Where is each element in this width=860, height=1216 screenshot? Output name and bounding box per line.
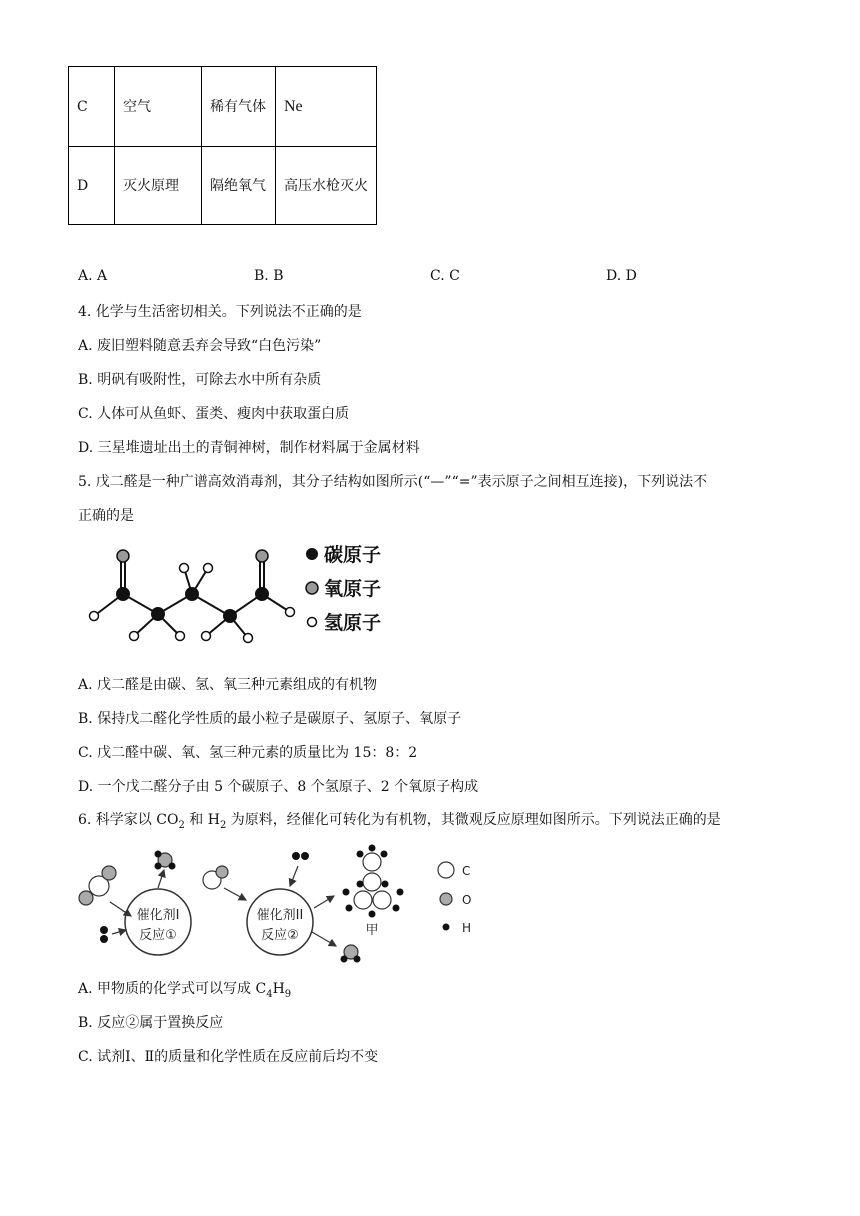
legend-c-label: C — [462, 864, 471, 878]
hydrogen-atom — [341, 956, 348, 963]
product-molecule — [343, 845, 404, 918]
oxygen-atom — [216, 866, 228, 878]
q4-option-c: C. 人体可从鱼虾、蛋类、瘦肉中获取蛋白质 — [78, 406, 350, 422]
q4-stem: 4. 化学与生活密切相关。下列说法不正确的是 — [78, 304, 362, 320]
legend-o-swatch — [440, 893, 452, 905]
hydrogen-atom — [354, 956, 361, 963]
hydrogen-atom — [286, 608, 295, 617]
carbon-atom — [363, 853, 381, 871]
hydrogen-atom — [382, 881, 389, 888]
q3-choice-c: C. C — [430, 268, 460, 284]
carbon-atom — [363, 873, 381, 891]
carbon-atom — [116, 587, 130, 601]
q5-stem-line2: 正确的是 — [78, 508, 134, 524]
q6-stem: 6. 科学家以 $CO_2$ 和 $H_2$ 为原料，经催化可转化为有机物，其微观反应原理如图所示。下列说法正确的是 — [78, 812, 721, 831]
catalyst-2-label: 催化剂II — [256, 908, 304, 923]
hydrogen-atom — [180, 564, 189, 573]
hydrogen-atom — [301, 852, 309, 860]
legend-hydrogen-label: 氢原子 — [324, 612, 382, 634]
legend-hydrogen-swatch — [308, 618, 317, 627]
hydrogen-atom — [393, 905, 400, 912]
row-topic: 空气 — [115, 67, 202, 147]
row-item-b: Ne — [276, 67, 377, 147]
hydrogen-atom — [100, 926, 108, 934]
product-label: 甲 — [365, 923, 379, 938]
q5-option-a: A. 戊二醛是由碳、氢、氧三种元素组成的有机物 — [78, 677, 378, 693]
hydrogen-atom — [357, 851, 364, 858]
oxygen-atom — [117, 550, 129, 562]
q6-option-a: A. 甲物质的化学式可以写成 $C_4H_9$ — [78, 981, 292, 1000]
carbon-atom — [151, 607, 165, 621]
hydrogen-atom — [204, 564, 213, 573]
hydrogen-atom — [169, 863, 176, 870]
legend-h-swatch — [443, 924, 450, 931]
hydrogen-atom — [244, 634, 253, 643]
hydrogen-atom — [381, 851, 388, 858]
legend-oxygen-label: 氧原子 — [324, 578, 382, 600]
hydrogen-atom — [369, 845, 376, 852]
reaction-1-label: 反应① — [139, 928, 177, 943]
q3-table — [68, 66, 377, 225]
q6-option-b: B. 反应②属于置换反应 — [78, 1015, 224, 1031]
hydrogen-atom — [130, 632, 139, 641]
q5-option-d: D. 一个戊二醛分子由 5 个碳原子、8 个氢原子、2 个氧原子构成 — [78, 779, 479, 795]
q5-stem-line1: 5. 戊二醛是一种广谱高效消毒剂，其分子结构如图所示(“—”“=”表示原子之间相互连接)，下列说法不 — [78, 474, 708, 490]
glutaraldehyde-structure-figure — [80, 538, 400, 662]
hydrogen-atom — [155, 863, 162, 870]
table-row — [69, 67, 377, 147]
row-letter: D — [69, 147, 115, 225]
hydrogen-atom — [292, 852, 300, 860]
reaction-mechanism-figure — [76, 842, 496, 972]
q5-option-b: B. 保持戊二醛化学性质的最小粒子是碳原子、氢原子、氧原子 — [78, 711, 462, 727]
legend-c-swatch — [438, 862, 454, 878]
legend-carbon-label: 碳原子 — [324, 544, 382, 566]
oxygen-atom — [256, 550, 268, 562]
row-letter: C — [69, 67, 115, 147]
carbon-atom — [255, 587, 269, 601]
oxygen-atom — [102, 866, 116, 880]
q6-option-c: C. 试剂Ⅰ、Ⅱ的质量和化学性质在反应前后均不变 — [78, 1049, 379, 1065]
legend-h-label: H — [462, 921, 472, 935]
row-item-b: 高压水枪灭火 — [276, 147, 377, 225]
legend-carbon-swatch — [306, 548, 318, 560]
carbon-atom — [354, 891, 372, 909]
hydrogen-atom — [357, 881, 364, 888]
legend-oxygen-swatch — [306, 582, 318, 594]
carbon-atom — [373, 891, 391, 909]
row-topic: 灭火原理 — [115, 147, 202, 225]
q4-option-b: B. 明矾有吸附性，可除去水中所有杂质 — [78, 372, 322, 388]
legend-o-label: O — [462, 893, 472, 907]
q3-choice-d: D. D — [606, 268, 637, 284]
hydrogen-atom — [90, 612, 99, 621]
hydrogen-atom — [176, 632, 185, 641]
carbon-atom — [185, 587, 199, 601]
hydrogen-atom — [343, 889, 350, 896]
oxygen-atom — [79, 891, 93, 905]
q3-choice-a: A. A — [78, 268, 108, 284]
q4-option-d: D. 三星堆遗址出土的青铜神树，制作材料属于金属材料 — [78, 440, 420, 456]
hydrogen-atom — [346, 905, 353, 912]
catalyst-1-label: 催化剂I — [136, 908, 180, 923]
row-item-a: 隔绝氧气 — [202, 147, 276, 225]
reaction-2-label: 反应② — [261, 928, 299, 943]
hydrogen-atom — [155, 851, 162, 858]
row-item-a: 稀有气体 — [202, 67, 276, 147]
q3-choice-b: B. B — [254, 268, 284, 284]
q4-option-a: A. 废旧塑料随意丢弃会导致“白色污染” — [78, 338, 322, 354]
hydrogen-atom — [397, 889, 404, 896]
q5-option-c: C. 戊二醛中碳、氧、氢三种元素的质量比为 15：8：2 — [78, 745, 418, 761]
hydrogen-atom — [202, 632, 211, 641]
hydrogen-atom — [369, 911, 376, 918]
hydrogen-atom — [100, 935, 108, 943]
table-row — [69, 147, 377, 225]
carbon-atom — [223, 609, 237, 623]
